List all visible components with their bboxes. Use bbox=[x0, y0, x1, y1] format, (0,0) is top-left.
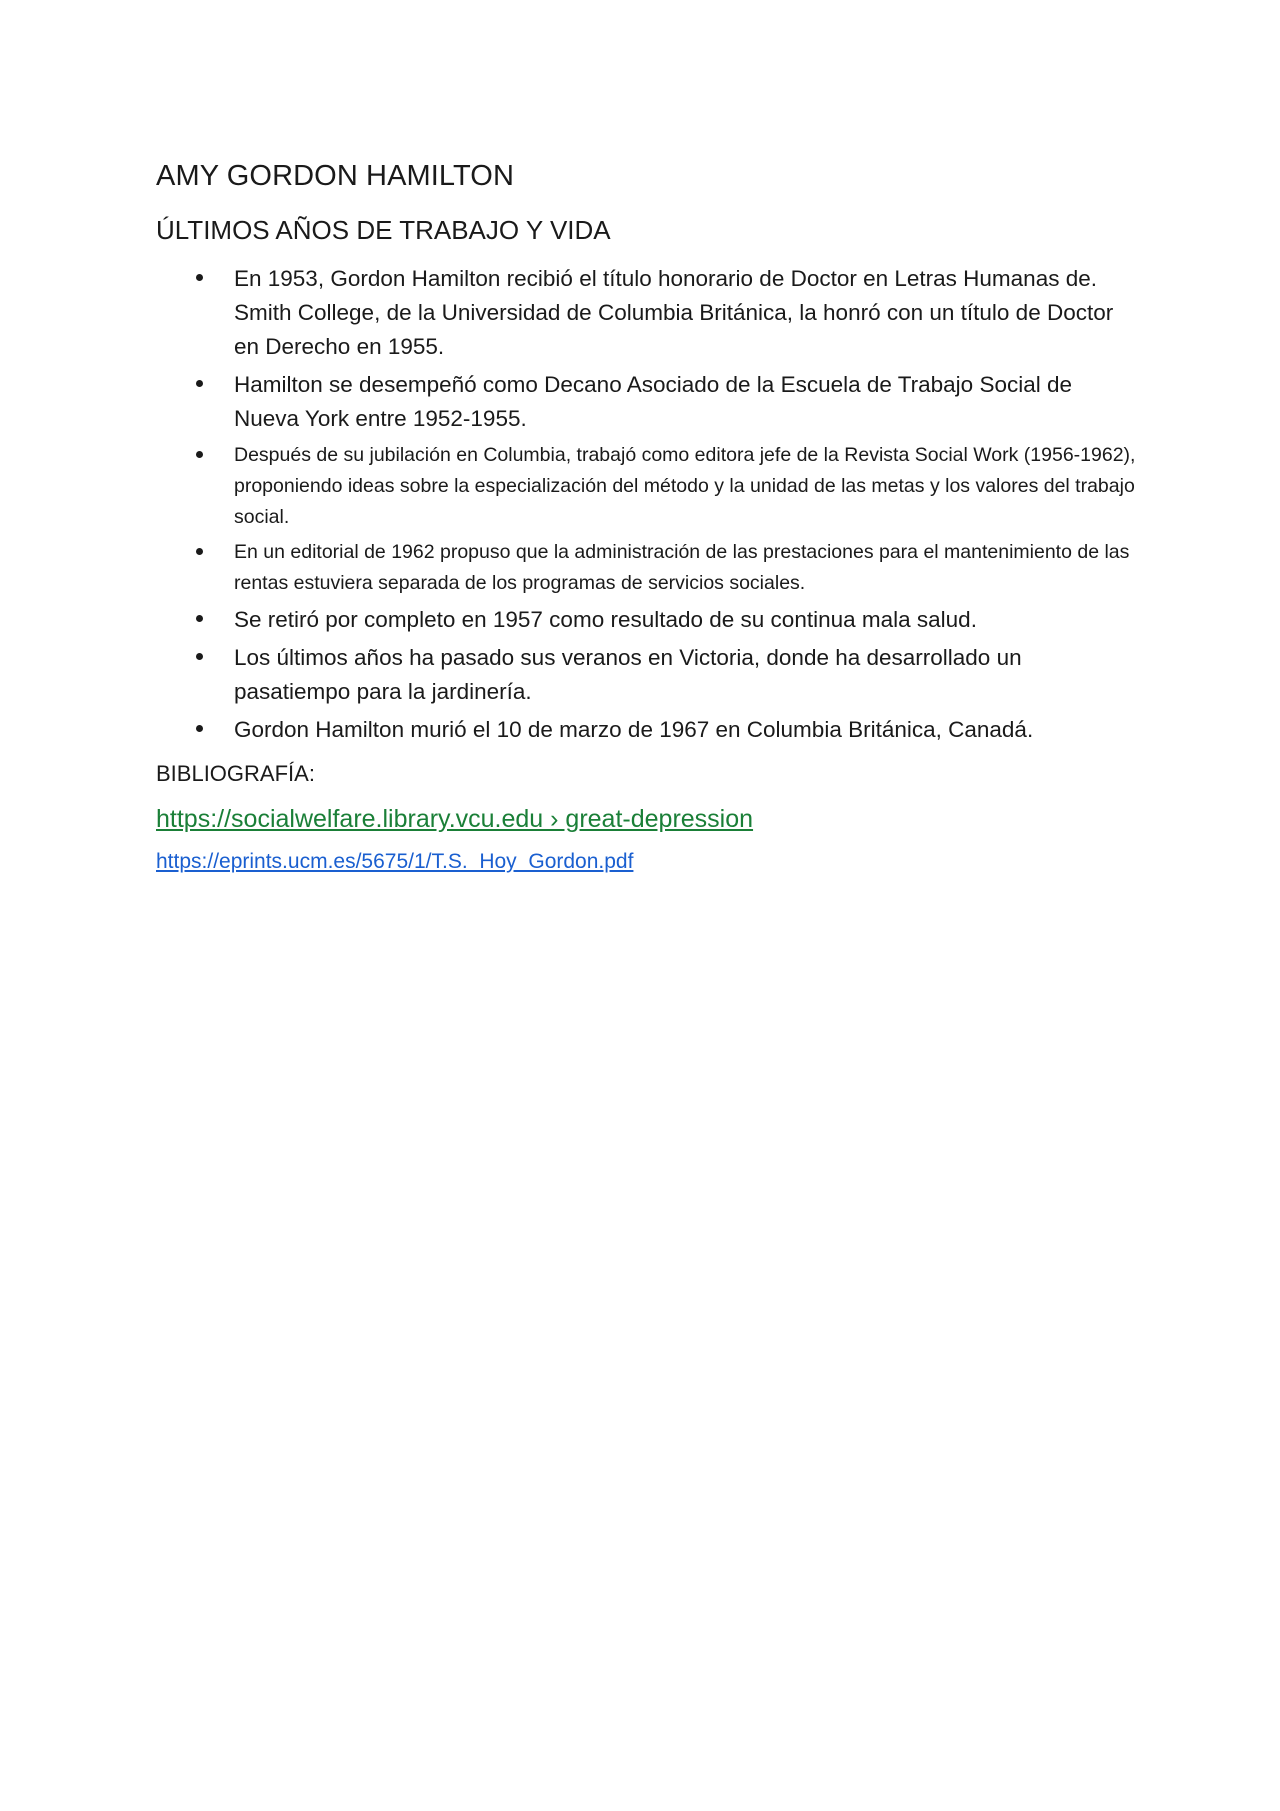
list-item bbox=[156, 537, 1136, 599]
list-item-text: Gordon Hamilton murió el 10 de marzo de 1967 en Columbia Británica, Canadá. bbox=[234, 717, 1034, 742]
bibliography-link-ucm[interactable]: https://eprints.ucm.es/5675/1/T.S._Hoy_Gordon.pdf bbox=[156, 850, 634, 873]
bullet-icon bbox=[196, 725, 203, 732]
bullet-icon bbox=[196, 615, 203, 622]
bullet-icon bbox=[196, 653, 203, 660]
list-item bbox=[156, 440, 1136, 533]
bibliography-label: BIBLIOGRAFÍA: bbox=[156, 761, 315, 786]
bullet-icon bbox=[196, 380, 203, 387]
bullet-icon bbox=[196, 274, 203, 281]
bullet-icon bbox=[196, 548, 203, 555]
list-item bbox=[156, 713, 1136, 747]
bullet-icon bbox=[196, 451, 203, 458]
list-item-text: En un editorial de 1962 propuso que la administración de las prestaciones para el mantenimiento de las rentas estuviera separada de los programas de servicios sociales. bbox=[234, 541, 1130, 594]
list-item-text: Se retiró por completo en 1957 como resultado de su continua mala salud. bbox=[234, 607, 977, 632]
list-item bbox=[156, 641, 1136, 709]
bullet-list bbox=[156, 262, 1136, 747]
list-item bbox=[156, 368, 1136, 436]
document-content bbox=[156, 160, 1136, 874]
list-item-text: En 1953, Gordon Hamilton recibió el título honorario de Doctor en Letras Humanas de. Smith College, de la Universidad de Columbia Británica, la honró con un título de Doctor en Derecho en 1955. bbox=[234, 266, 1114, 359]
list-item bbox=[156, 262, 1136, 364]
list-item-text: Hamilton se desempeñó como Decano Asociado de la Escuela de Trabajo Social de Nueva York entre 1952-1955. bbox=[234, 372, 1073, 431]
list-item bbox=[156, 603, 1136, 637]
document-title: AMY GORDON HAMILTON bbox=[156, 160, 514, 192]
list-item-text: Los últimos años ha pasado sus veranos en Victoria, donde ha desarrollado un pasatiempo para la jardinería. bbox=[234, 645, 1022, 704]
bibliography-link-vcu[interactable]: https://socialwelfare.library.vcu.edu › great-depression bbox=[156, 805, 754, 833]
list-item-text: Después de su jubilación en Columbia, trabajó como editora jefe de la Revista Social Work (1956-1962), proponiendo ideas sobre la especialización del método y la unidad de las metas y los valores del trabajo social. bbox=[234, 444, 1136, 528]
section-heading: ÚLTIMOS AÑOS DE TRABAJO Y VIDA bbox=[156, 215, 611, 245]
